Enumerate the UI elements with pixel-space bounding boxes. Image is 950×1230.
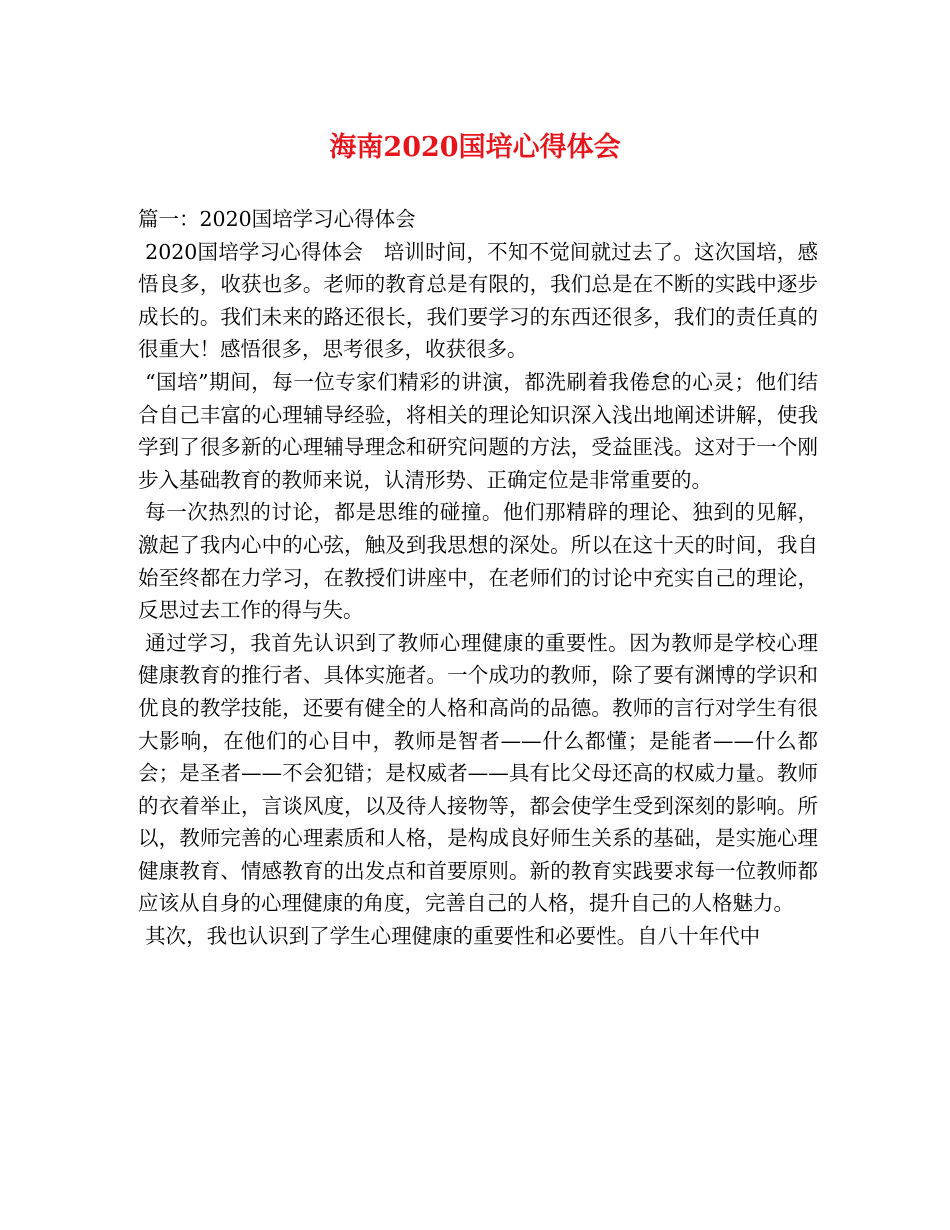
paragraph-3: 每一次热烈的讨论，都是思维的碰撞。他们那精辟的理论、独到的见解，激起了我内心中的心弦，触及到我思想的深处。所以在这十天的时间，我自始至终都在力学习，在教授们讲座中，在老师们的讨论中充实自己的理论，反思过去工作的得与失。 bbox=[138, 500, 818, 623]
document-body bbox=[138, 203, 818, 953]
document-title: 海南2020国培心得体会 bbox=[329, 132, 621, 163]
paragraph-2: “国培”期间，每一位专家们精彩的讲演，都洗刷着我倦怠的心灵；他们结合自己丰富的心理辅导经验，将相关的理论知识深入浅出地阐述讲解，使我学到了很多新的心理辅导理念和研究问题的方法，受益匪浅。这对于一个刚步入基础教育的教师来说，认清形势、正确定位是非常重要的。 bbox=[138, 369, 818, 492]
section-heading: 篇一：2020国培学习心得体会 bbox=[138, 207, 416, 231]
paragraph-5: 其次，我也认识到了学生心理健康的重要性和必要性。自八十年代中 bbox=[145, 924, 761, 949]
paragraph-4: 通过学习，我首先认识到了教师心理健康的重要性。因为教师是学校心理健康教育的推行者、具体实施者。一个成功的教师，除了要有渊博的学识和优良的教学技能，还要有健全的人格和高尚的品德。教师的言行对学生有很大影响，在他们的心目中，教师是智者——什么都懂；是能者——什么都会；是圣者——不会犯错；是权威者——具有比父母还高的权威力量。教师的衣着举止，言谈风度，以及待人接物等，都会使学生受到深刻的影响。所以，教师完善的心理素质和人格，是构成良好师生关系的基础，是实施心理健康教育、情感教育的出发点和首要原则。新的教育实践要求每一位教师都应该从自身的心理健康的角度，完善自己的人格，提升自己的人格魅力。 bbox=[138, 630, 818, 916]
paragraph-1: 2020国培学习心得体会 培训时间，不知不觉间就过去了。这次国培，感悟良多，收获也多。老师的教育总是有限的，我们总是在不断的实践中逐步成长的。我们未来的路还很长，我们要学习的东西还很多，我们的责任真的很重大！感悟很多，思考很多，收获很多。 bbox=[138, 239, 818, 362]
